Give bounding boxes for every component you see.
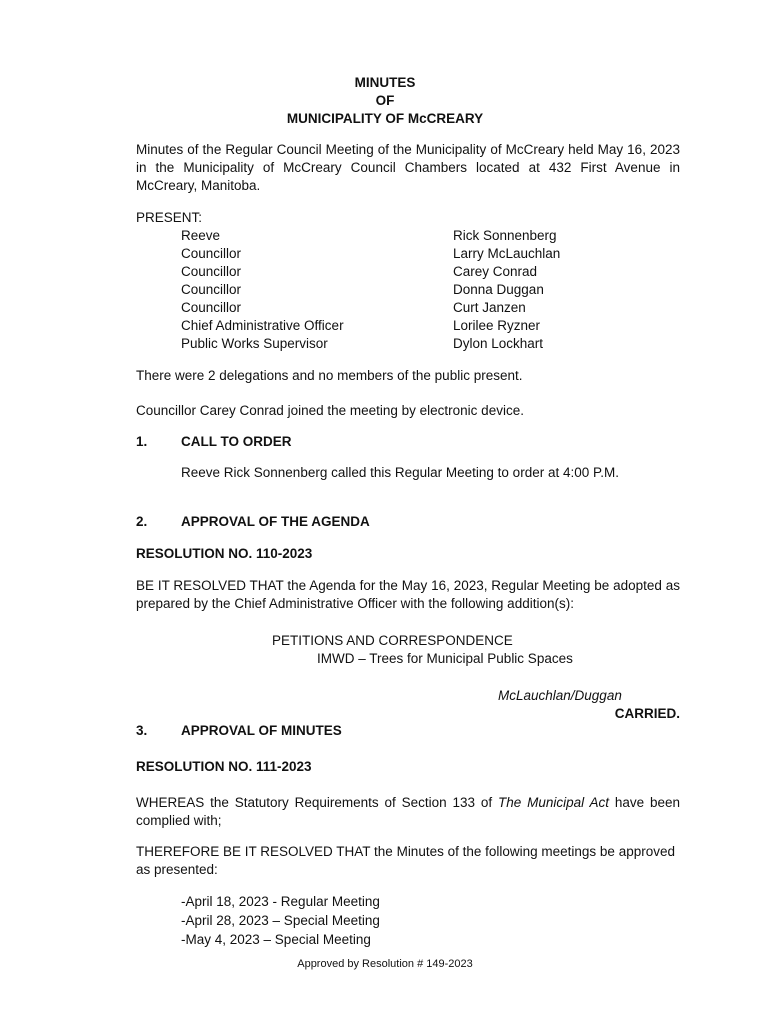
- present-role: Reeve: [181, 228, 221, 243]
- present-name: Rick Sonnenberg: [453, 228, 557, 243]
- present-name: Donna Duggan: [453, 282, 544, 297]
- mover-seconder: McLauchlan/Duggan: [498, 688, 622, 703]
- resolution-110-title: RESOLUTION NO. 110-2023: [136, 546, 313, 561]
- present-role: Public Works Supervisor: [181, 336, 328, 351]
- section-3-title: APPROVAL OF MINUTES: [181, 723, 342, 738]
- section-3-number: 3.: [136, 723, 148, 738]
- whereas-text-start: WHEREAS the Statutory Requirements of Section 133 of: [136, 795, 498, 810]
- present-name: Curt Janzen: [453, 300, 526, 315]
- present-role: Councillor: [181, 246, 242, 261]
- carried-status: CARRIED.: [614, 706, 680, 721]
- delegations-text: There were 2 delegations and no members of the public present.: [136, 368, 523, 383]
- present-name: Carey Conrad: [453, 264, 538, 279]
- whereas-text-end: have been complied with;: [136, 795, 680, 828]
- electronic-attendance-text: Councillor Carey Conrad joined the meeting by electronic device.: [136, 403, 524, 418]
- approval-footer: Approved by Resolution # 149-2023: [297, 958, 473, 970]
- whereas-paragraph: [136, 794, 680, 830]
- section-1-title: CALL TO ORDER: [181, 434, 292, 449]
- title-municipality: MUNICIPALITY OF McCREARY: [286, 111, 484, 126]
- meeting-item: -April 28, 2023 – Special Meeting: [181, 913, 380, 928]
- title-of: OF: [375, 93, 395, 108]
- present-role: Chief Administrative Officer: [181, 318, 344, 333]
- present-name: Lorilee Ryzner: [453, 318, 541, 333]
- present-label: PRESENT:: [136, 210, 203, 225]
- section-1-number: 1.: [136, 434, 148, 449]
- present-role: Councillor: [181, 300, 242, 315]
- addition-item: IMWD – Trees for Municipal Public Spaces: [317, 651, 573, 666]
- present-name: Larry McLauchlan: [453, 246, 561, 261]
- municipal-act-title: The Municipal Act: [497, 795, 609, 810]
- section-2-title: APPROVAL OF THE AGENDA: [181, 514, 370, 529]
- section-2-number: 2.: [136, 514, 148, 529]
- intro-paragraph: Minutes of the Regular Council Meeting of the Municipality of McCreary held May 16, 2023 in the Municipality of McCreary Council Chambers located at 432 First Avenue in McCreary, Manitoba.: [136, 142, 680, 193]
- present-role: Councillor: [181, 282, 242, 297]
- title-minutes: MINUTES: [354, 75, 416, 90]
- meeting-item: -May 4, 2023 – Special Meeting: [181, 932, 371, 947]
- therefore-paragraph: THEREFORE BE IT RESOLVED THAT the Minutes of the following meetings be approved as presented:: [136, 844, 675, 877]
- call-to-order-text: Reeve Rick Sonnenberg called this Regular Meeting to order at 4:00 P.M.: [181, 465, 619, 480]
- resolution-111-title: RESOLUTION NO. 111-2023: [136, 759, 312, 774]
- resolution-110-text: BE IT RESOLVED THAT the Agenda for the May 16, 2023, Regular Meeting be adopted as prepared by the Chief Administrative Officer with the following addition(s):: [136, 578, 680, 611]
- addition-heading: PETITIONS AND CORRESPONDENCE: [272, 633, 513, 648]
- present-name: Dylon Lockhart: [453, 336, 544, 351]
- meeting-item: -April 18, 2023 - Regular Meeting: [181, 894, 380, 909]
- present-role: Councillor: [181, 264, 242, 279]
